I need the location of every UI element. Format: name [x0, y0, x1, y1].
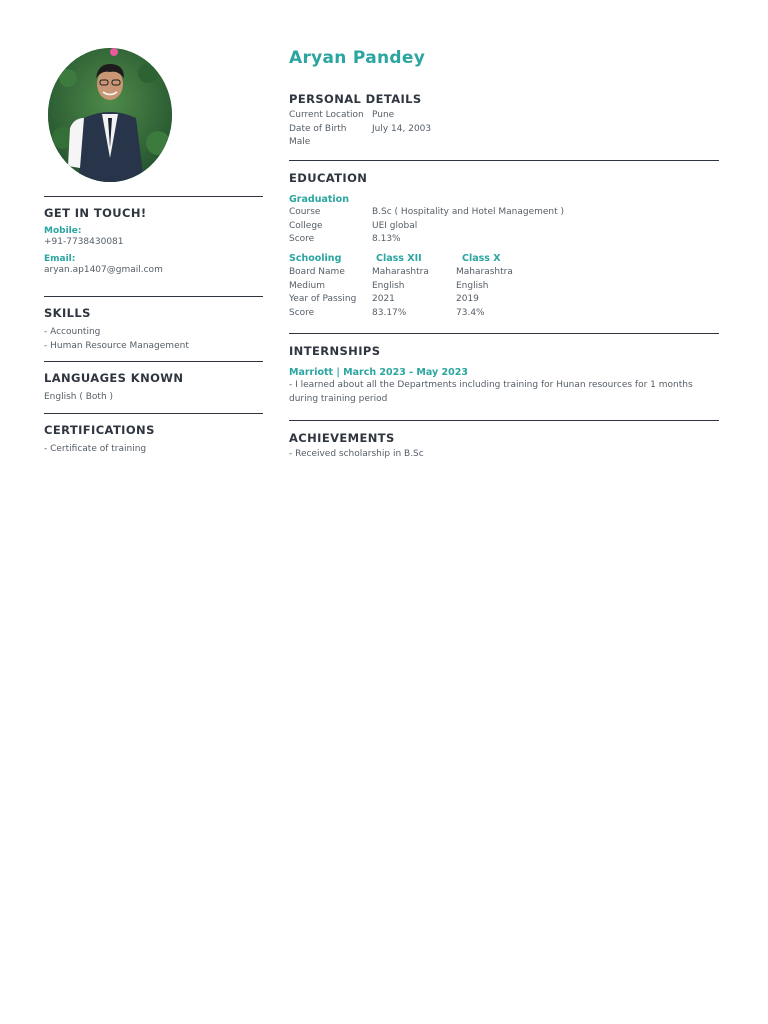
graduation-label: Course — [289, 207, 321, 217]
skills-title: SKILLS — [44, 306, 91, 320]
personal-row — [289, 109, 719, 123]
class-xii-value: English — [372, 280, 405, 291]
class-xii-value: 83.17% — [372, 307, 407, 318]
class-x-heading: Class X — [462, 252, 501, 264]
divider — [44, 413, 263, 414]
personal-value: Pune — [372, 110, 395, 120]
internship-line — [289, 379, 719, 393]
schooling-label: Year of Passing — [289, 294, 357, 304]
graduation-label: College — [289, 220, 323, 231]
schooling-header — [289, 252, 719, 266]
schooling-row — [289, 293, 719, 307]
divider — [289, 160, 719, 161]
contact-section — [44, 196, 263, 277]
class-x-value: Maharashtra — [456, 267, 513, 277]
candidate-name: Aryan Pandey — [289, 48, 426, 68]
graduation-label: Score — [289, 234, 315, 244]
personal-value: July 14, 2003 — [372, 123, 432, 134]
personal-row — [289, 123, 719, 137]
achievement-text: - Received scholarship in B.Sc — [289, 449, 424, 459]
class-xii-value: Maharashtra — [372, 267, 429, 277]
internship-description: - I learned about all the Departments including training for Hunan resources for 1 months — [289, 380, 693, 390]
personal-label: Current Location — [289, 110, 364, 120]
languages-value: English ( Both ) — [44, 392, 114, 402]
class-x-value: 2019 — [456, 294, 479, 304]
achievements-title: ACHIEVEMENTS — [289, 431, 395, 445]
graduation-value: UEI global — [372, 220, 418, 231]
graduation-value: 8.13% — [372, 234, 401, 244]
internships-section — [289, 333, 719, 406]
graduation-row — [289, 220, 719, 234]
profile-photo — [48, 48, 172, 182]
personal-row — [289, 136, 719, 150]
internship-description: during training period — [289, 393, 388, 404]
languages-section — [44, 361, 263, 405]
graduation-heading: Graduation — [289, 194, 349, 205]
internship-line — [289, 393, 719, 407]
skill-item: - Accounting — [44, 327, 101, 337]
divider — [44, 196, 263, 197]
profile-photo-icon — [48, 48, 172, 182]
divider — [44, 296, 263, 297]
schooling-row — [289, 307, 719, 321]
achievements-section — [289, 420, 719, 462]
personal-details-section — [289, 92, 719, 150]
class-x-value: 73.4% — [456, 307, 485, 318]
class-xii-value: 2021 — [372, 294, 395, 304]
contact-title: GET IN TOUCH! — [44, 206, 147, 220]
education-section — [289, 160, 719, 320]
class-xii-heading: Class XII — [376, 252, 422, 264]
internship-heading: Marriott | March 2023 - May 2023 — [289, 367, 468, 378]
schooling-label: Medium — [289, 280, 325, 291]
personal-title: PERSONAL DETAILS — [289, 92, 422, 106]
mobile-label: Mobile: — [44, 226, 82, 236]
schooling-heading: Schooling — [289, 252, 342, 264]
achievement-item — [289, 448, 719, 462]
personal-label: Male — [289, 137, 311, 147]
graduation-value: B.Sc ( Hospitality and Hotel Management ) — [372, 207, 565, 217]
schooling-row — [289, 266, 719, 280]
email-label: Email: — [44, 253, 76, 264]
certifications-section — [44, 413, 263, 457]
divider — [289, 420, 719, 421]
divider — [289, 333, 719, 334]
personal-label: Date of Birth — [289, 123, 347, 134]
schooling-row — [289, 280, 719, 294]
languages-title: LANGUAGES KNOWN — [44, 371, 184, 385]
skills-section — [44, 296, 263, 353]
schooling-label: Score — [289, 307, 315, 318]
education-title: EDUCATION — [289, 171, 368, 185]
graduation-row — [289, 233, 719, 247]
certification-item: - Certificate of training — [44, 444, 147, 454]
mobile-value: +91-7738430081 — [44, 237, 124, 247]
email-value: aryan.ap1407@gmail.com — [44, 264, 163, 275]
schooling-label: Board Name — [289, 267, 345, 277]
divider — [44, 361, 263, 362]
graduation-row — [289, 206, 719, 220]
internships-title: INTERNSHIPS — [289, 344, 381, 358]
class-x-value: English — [456, 280, 489, 291]
skill-item: - Human Resource Management — [44, 340, 189, 351]
certifications-title: CERTIFICATIONS — [44, 423, 155, 437]
